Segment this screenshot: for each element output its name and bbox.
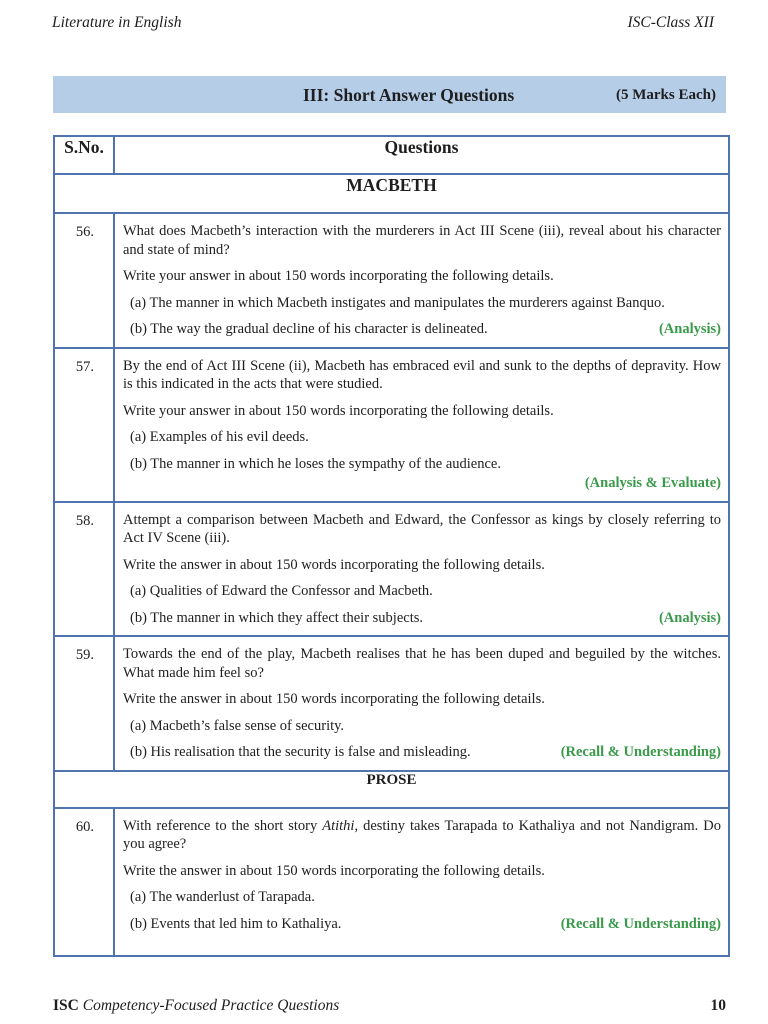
footer-brand: ISC [53,997,79,1014]
section-macbeth: MACBETH [54,174,729,213]
story-title: Atithi [322,817,355,834]
question-cell [114,636,729,771]
question-number: 59. [54,636,114,771]
marks-label: (5 Marks Each) [616,87,716,103]
section-row-prose [54,771,729,808]
question-cell [114,348,729,502]
question-number: 58. [54,502,114,637]
question-tag: (Analysis & Evaluate) [584,475,721,491]
question-point-b: (b) The manner in which they affect their subjects. [130,609,423,626]
table-row [54,348,729,502]
prompt-before: With reference to the short story [123,817,323,834]
question-prompt [123,817,721,854]
footer [53,997,339,1015]
question-number: 57. [54,348,114,502]
question-cell [114,502,729,637]
question-instruction: Write the answer in about 150 words incorporating the following details. [123,862,545,879]
question-number: 60. [54,808,114,957]
question-instruction: Write the answer in about 150 words incorporating the following details. [123,691,545,707]
question-tag: (Analysis) [658,609,721,626]
table-row [54,636,729,771]
question-point-b: (b) The way the gradual decline of his character is delineated. [130,321,488,337]
table-row [54,808,729,957]
page-number: 10 [710,997,726,1014]
section-banner [53,76,726,113]
question-prompt: What does Macbeth’s interaction with the murderers in Act III Scene (iii), reveal about his character and state of mind? [123,223,721,258]
question-point-b: (b) The manner in which he loses the sympathy of the audience. [130,455,501,472]
question-point-a: (a) Macbeth’s false sense of security. [130,717,345,734]
questions-table [53,135,730,957]
question-instruction: Write your answer in about 150 words incorporating the following details. [123,268,554,284]
questions-header: Questions [114,136,729,174]
table-header-row [54,136,729,174]
question-instruction: Write your answer in about 150 words incorporating the following details. [123,402,554,419]
question-tag: (Recall & Understanding) [560,744,721,760]
running-head-right: ISC-Class XII [627,14,714,31]
question-cell [114,213,729,348]
question-point-a: (a) The wanderlust of Tarapada. [130,889,315,905]
prompt-after: , destiny takes Tarapada to Kathaliya and not Nandigram. Do you agree? [123,817,721,852]
table-row [54,502,729,637]
question-point-a: (a) The manner in which Macbeth instigates and manipulates the murderers against Banquo. [130,294,665,311]
question-cell [114,808,729,957]
question-point-b: (b) Events that led him to Kathaliya. [130,915,342,932]
running-head-left: Literature in English [52,14,182,31]
question-prompt: Attempt a comparison between Macbeth and Edward, the Confessor as kings by closely referring to Act IV Scene (iii). [123,511,721,546]
section-prose: PROSE [54,771,729,808]
question-number: 56. [54,213,114,348]
question-point-a: (a) Examples of his evil deeds. [130,429,309,445]
question-prompt: By the end of Act III Scene (ii), Macbeth has embraced evil and sunk to the depths of depravity. How is this indicated in the acts that were studied. [123,357,721,392]
question-tag: (Analysis) [658,321,721,337]
section-title: III: Short Answer Questions [303,85,515,105]
question-prompt: Towards the end of the play, Macbeth realises that he has been duped and beguiled by the witches. What made him feel so? [123,646,721,681]
section-row-macbeth [54,174,729,213]
table-row [54,213,729,348]
sno-header: S.No. [54,136,114,174]
question-tag: (Recall & Understanding) [560,915,721,932]
question-point-a: (a) Qualities of Edward the Confessor and Macbeth. [130,583,433,599]
footer-title: Competency-Focused Practice Questions [82,997,340,1014]
question-point-b: (b) His realisation that the security is false and misleading. [130,744,471,760]
question-instruction: Write the answer in about 150 words incorporating the following details. [123,556,545,573]
